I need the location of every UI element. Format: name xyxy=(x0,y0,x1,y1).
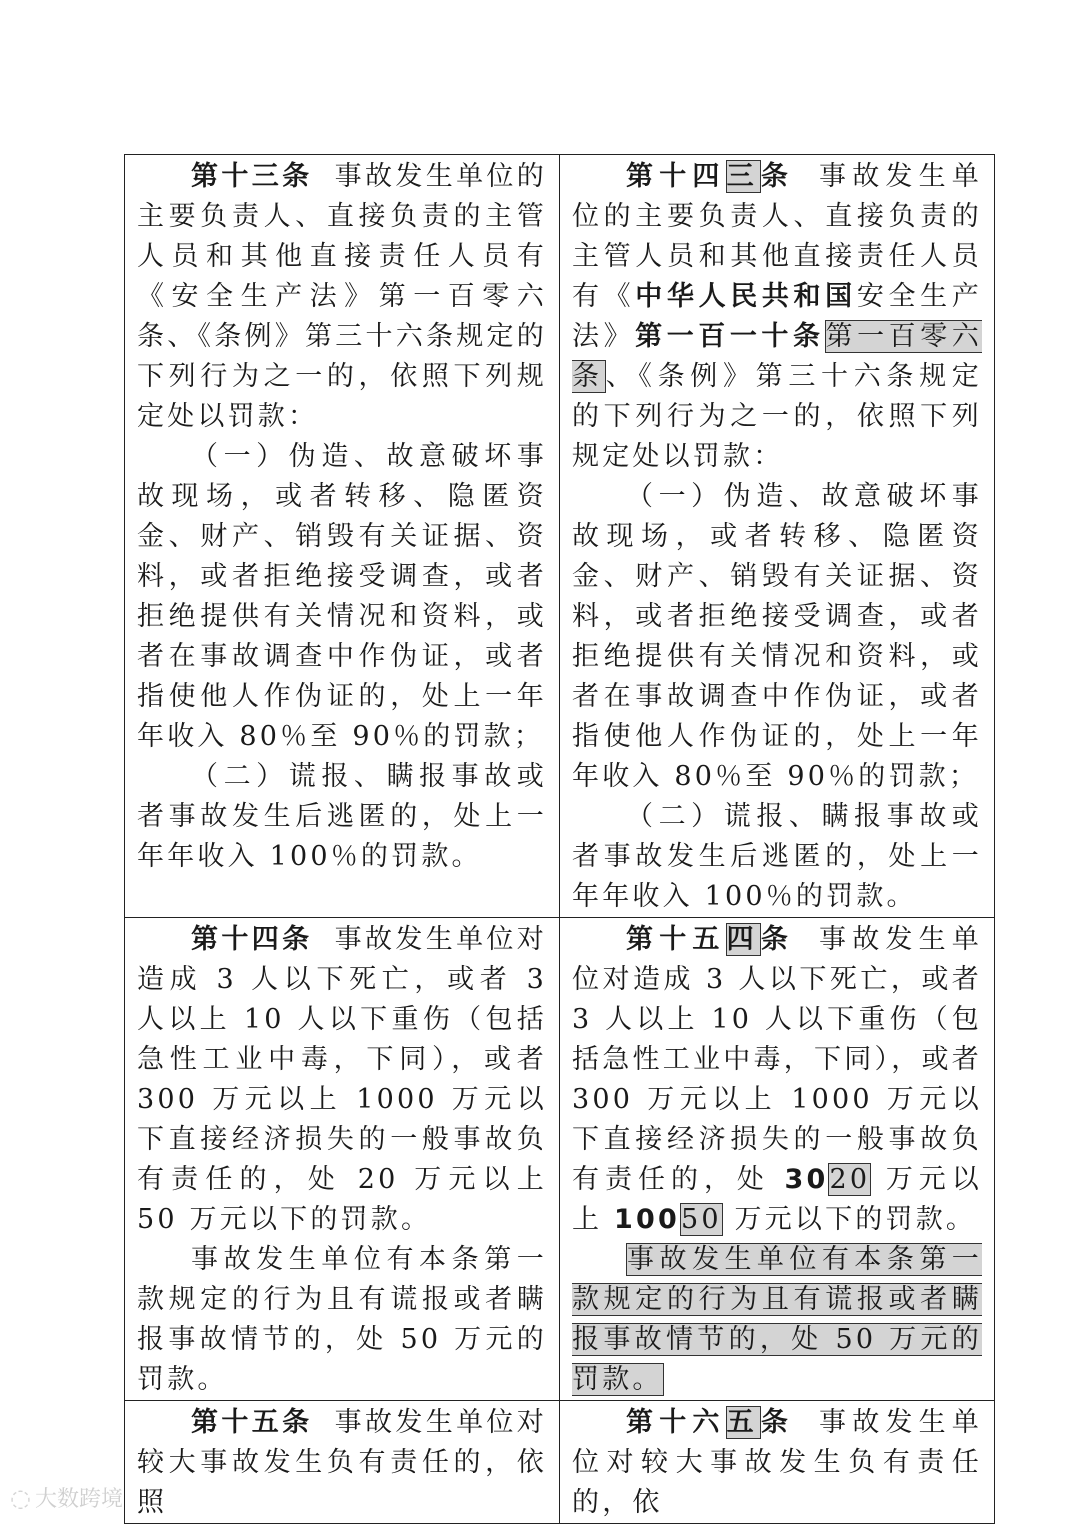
deleted-text: 50 xyxy=(680,1204,722,1235)
deleted-text: 第一百零六条 xyxy=(572,321,983,392)
article-number: 第十五条 xyxy=(191,1407,313,1438)
paragraph xyxy=(137,157,547,437)
inserted-text: 中华人民共和国 xyxy=(635,281,857,312)
paragraph-text: 事故发生单位对较大事故发生负有责任的，依照 xyxy=(137,1407,547,1518)
deleted-text: 事故发生单位有本条第一款规定的行为且有谎报或者瞒报事故情节的，处 50 万元的罚款。 xyxy=(572,1244,982,1395)
paragraph: 事故发生单位有本条第一款规定的行为且有谎报或者瞒报事故情节的，处 50 万元的罚款。 xyxy=(137,1244,547,1395)
inserted-text: 第一百一十条 xyxy=(635,321,825,352)
deleted-text: 四 xyxy=(726,924,760,955)
original-article-14 xyxy=(125,918,560,1401)
paragraph-text: 事故发生单位的主要负责人、直接负责的主管人员和其他直接责任人员有《安全生产法》第一百零六条、《条例》第三十六条规定的下列行为之一的，依照下列规定处以罚款： xyxy=(137,161,547,432)
deleted-text: 20 xyxy=(829,1164,871,1195)
chat-bubble-icon: ◌ xyxy=(10,1483,31,1512)
article-number: 第十三条 xyxy=(191,161,313,192)
logo-text: 大数跨境 xyxy=(34,1487,123,1512)
revised-article-15 xyxy=(560,918,995,1401)
table-row xyxy=(125,918,995,1401)
paragraph: （二）谎报、瞒报事故或者事故发生后逃匿的，处上一年年收入 100％的罚款。 xyxy=(137,761,547,872)
revised-article-14 xyxy=(560,155,995,918)
paragraph: （二）谎报、瞒报事故或者事故发生后逃匿的，处上一年年收入 100％的罚款。 xyxy=(572,801,982,912)
table-row xyxy=(125,155,995,918)
comparison-table xyxy=(124,154,995,1524)
revised-article-16 xyxy=(560,1401,995,1524)
paragraph xyxy=(572,1240,982,1400)
deleted-text: 五 xyxy=(726,1407,760,1438)
inserted-text: 30 xyxy=(784,1164,829,1195)
paragraph: （一）伪造、故意破坏事故现场，或者转移、隐匿资金、财产、销毁有关证据、资料，或者拒绝接受调查，或者拒绝提供有关情况和资料，或者在事故调查中作伪证，或者指使他人作伪证的，处上一年年收入 80％至 90％的罚款； xyxy=(572,481,982,792)
paragraph: 第十六五条 事故发生单位对较大事故发生负有责任的，依 xyxy=(572,1407,983,1518)
original-article-13 xyxy=(125,155,560,918)
watermark-logo xyxy=(10,1482,123,1513)
article-number: 第十四三条 xyxy=(626,161,795,192)
paragraph: （一）伪造、故意破坏事故现场，或者转移、隐匿资金、财产、销毁有关证据、资料，或者拒绝接受调查，或者拒绝提供有关情况和资料，或者在事故调查中作伪证，或者指使他人作伪证的，处上一年年收入 80％至 90％的罚款； xyxy=(137,441,547,752)
paragraph-text: 事故发生单位对造成 3 人以下死亡，或者 3 人以上 10 人以下重伤（包括急性工业中毒，下同），或者 300 万元以上 1000 万元以下直接经济损失的一般事故负有责任的，处 20 万元以上 50 万元以下的罚款。 xyxy=(137,924,547,1235)
paragraph: 第十五四条 事故发生单位对造成 3 人以下死亡，或者 3 人以上 10 人以下重伤（包括急性工业中毒，下同），或者 300 万元以上 1000 万元以下直接经济损失的一般事故负有责任的，处 3020 万元以上 10050 万元以下的罚款。 xyxy=(572,924,983,1235)
article-number: 第十四条 xyxy=(191,924,313,955)
paragraph xyxy=(137,1403,547,1523)
paragraph: 第十四三条 事故发生单位的主要负责人、直接负责的主管人员和其他直接责任人员有《中华人民共和国安全生产法》第一百一十条第一百零六条、《条例》第三十六条规定的下列行为之一的，依照下列规定处以罚款： xyxy=(572,161,983,472)
original-article-15 xyxy=(125,1401,560,1524)
inserted-text: 100 xyxy=(613,1204,680,1235)
table-row xyxy=(125,1401,995,1524)
paragraph xyxy=(137,920,547,1240)
article-number: 第十五四条 xyxy=(626,924,795,955)
article-number: 第十六五条 xyxy=(626,1407,795,1438)
deleted-text: 三 xyxy=(726,161,760,192)
